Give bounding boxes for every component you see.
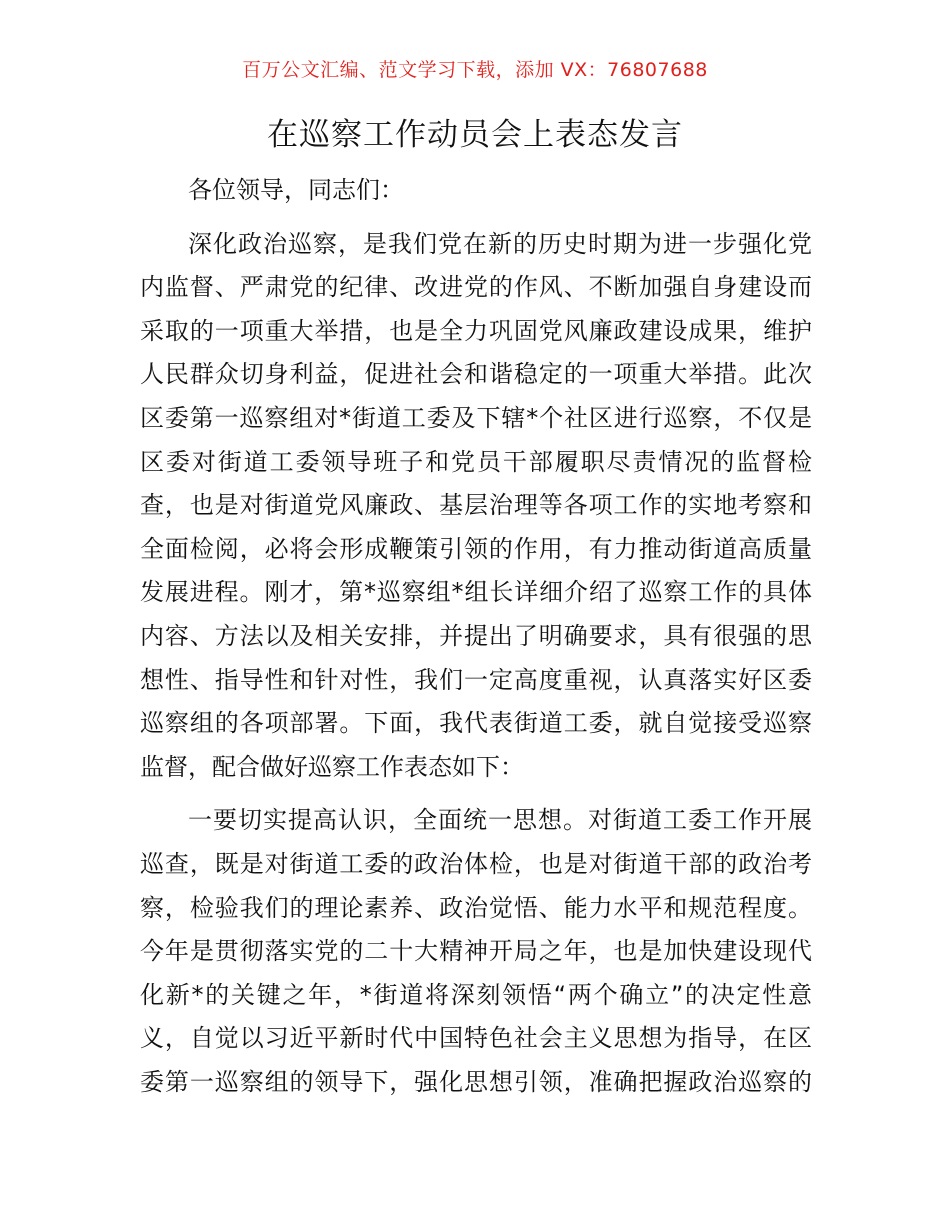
paragraph-line: 人民群众切身利益，促进社会和谐稳定的一项重大举措。此次 — [140, 360, 812, 389]
paragraph-line: 深化政治巡察，是我们党在新的历史时期为进一步强化党 — [188, 229, 812, 258]
paragraph-line: 查，也是对街道党风廉政、基层治理等各项工作的实地考察和 — [140, 491, 812, 520]
paragraph-line: 一要切实提高认识，全面统一思想。对街道工委工作开展 — [188, 806, 812, 835]
paragraph-gap — [140, 213, 812, 223]
document-body — [140, 169, 812, 1104]
paragraph-line: 义，自觉以习近平新时代中国特色社会主义思想为指导，在区 — [140, 1024, 812, 1053]
paragraph-line: 内监督、严肃党的纪律、改进党的作风、不断加强自身建设而 — [140, 273, 812, 302]
paragraph-line: 监督，配合做好巡察工作表态如下： — [140, 752, 524, 781]
paragraph-line: 察，检验我们的理论素养、政治觉悟、能力水平和规范程度。 — [140, 893, 812, 922]
paragraph-gap — [140, 789, 812, 799]
paragraph-line: 巡察组的各项部署。下面，我代表街道工委，就自觉接受巡察 — [140, 709, 812, 738]
paragraph-line: 区委第一巡察组对*街道工委及下辖*个社区进行巡察，不仅是 — [140, 403, 812, 432]
paragraph-line: 全面检阅，必将会形成鞭策引领的作用，有力推动街道高质量 — [140, 534, 812, 563]
paragraph-line: 化新*的关键之年，*街道将深刻领悟“两个确立”的决定性意 — [140, 980, 812, 1009]
paragraph-2 — [140, 799, 812, 1104]
paragraph-line: 区委对街道工委领导班子和党员干部履职尽责情况的监督检 — [140, 447, 812, 476]
paragraph-line: 发展进程。刚才，第*巡察组*组长详细介绍了巡察工作的具体 — [140, 578, 812, 607]
paragraph-1 — [140, 223, 812, 790]
paragraph-line: 今年是贯彻落实党的二十大精神开局之年，也是加快建设现代 — [140, 937, 812, 966]
paragraph-line: 巡查，既是对街道工委的政治体检，也是对街道干部的政治考 — [140, 849, 812, 878]
paragraph-line: 内容、方法以及相关安排，并提出了明确要求，具有很强的思 — [140, 621, 812, 650]
paragraph-line: 采取的一项重大举措，也是全力巩固党风廉政建设成果，维护 — [140, 316, 812, 345]
paragraph-line: 想性、指导性和针对性，我们一定高度重视，认真落实好区委 — [140, 665, 812, 694]
paragraph-line: 委第一巡察组的领导下，强化思想引领，准确把握政治巡察的 — [140, 1067, 812, 1096]
page-title: 在巡察工作动员会上表态发言 — [267, 117, 683, 153]
salutation: 各位领导，同志们： — [188, 176, 404, 204]
header-watermark-note: 百万公文汇编、范文学习下载，添加 VX：76807688 — [242, 59, 708, 81]
